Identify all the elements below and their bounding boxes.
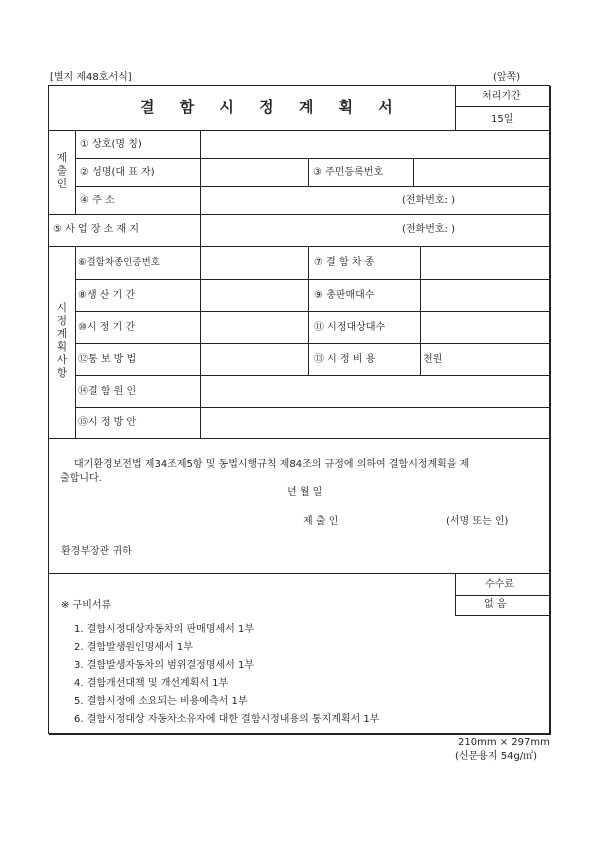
paper-size: 210mm × 297mm (458, 737, 550, 748)
document-item: 3. 결함발생자동차의 범위결정명세서 1부 (74, 660, 254, 671)
resident-number-label: ③ 주민등록번호 (313, 167, 384, 178)
form-title: 결 함 시 정 계 획 서 (140, 98, 403, 116)
paper-type: (신문용지 54g/㎡) (455, 751, 538, 762)
production-period-label: ⑧생 산 기 간 (78, 290, 136, 301)
submission-date: 년 월 일 (287, 487, 323, 498)
representative-field[interactable] (201, 159, 307, 186)
notice-method-label: ⑫통 보 방 법 (78, 354, 137, 365)
defective-vehicle-type-label: ⑦ 결 함 차 종 (314, 257, 375, 268)
manufacturer-group-label: 제 출 인 (56, 152, 68, 190)
repair-period-field[interactable] (201, 312, 307, 343)
document-item: 5. 결함시정에 소요되는 비용예측서 1부 (74, 696, 248, 707)
statement-line-1: 대기환경보전법 제34조제5항 및 동법시행규칙 제84조의 규정에 의하여 결함시정계획을 제 (74, 459, 470, 470)
certification-number-label: ⑥결함차종인증번호 (78, 257, 160, 268)
defect-cause-field[interactable] (201, 376, 548, 407)
address-field[interactable] (201, 187, 401, 214)
total-sales-field[interactable] (421, 280, 548, 311)
document-item: 4. 결함개선대책 및 개선계획서 1부 (74, 678, 229, 689)
repair-period-label: ⑩시 정 기 간 (78, 322, 136, 333)
processing-period-value: 15일 (491, 114, 514, 125)
repair-method-field[interactable] (201, 408, 548, 438)
representative-label: ② 성명(대 표 자) (80, 167, 155, 178)
submitter-label: 제 출 인 (303, 516, 339, 527)
company-name-field[interactable] (201, 131, 548, 158)
processing-period-label: 처리기간 (482, 91, 521, 102)
repair-plan-group-label: 시 정 계 획 사 항 (56, 302, 68, 379)
defective-vehicle-type-field[interactable] (421, 247, 548, 279)
company-name-label: ① 상호(명 칭) (80, 139, 142, 150)
resident-number-field[interactable] (414, 159, 548, 186)
document-item: 1. 결함시정대상자동차의 판매명세서 1부 (74, 624, 254, 635)
address-label: ④ 주 소 (80, 195, 115, 206)
repair-method-label: ⑮시 정 방 안 (78, 417, 137, 428)
notice-method-field[interactable] (201, 344, 307, 375)
address-phone-label: (전화번호: ) (402, 195, 455, 206)
defect-cause-label: ⑭결 함 원 인 (78, 386, 137, 397)
signature-field[interactable] (370, 512, 442, 530)
repair-cost-unit: 천원 (423, 354, 443, 365)
required-documents-title: ※ 구비서류 (61, 600, 112, 611)
addressee: 환경부장관 귀하 (61, 546, 132, 557)
production-period-field[interactable] (201, 280, 307, 311)
fee-value: 없 음 (484, 599, 507, 610)
document-item: 6. 결함시정대상 자동차소유자에 대한 결함시정내용의 통지계획서 1부 (74, 714, 380, 725)
target-vehicle-count-label: ⑪ 시정대상대수 (314, 322, 386, 333)
certification-number-field[interactable] (201, 247, 307, 279)
document-item: 2. 결함발생원인명세서 1부 (74, 642, 193, 653)
total-sales-label: ⑨ 총판매대수 (314, 290, 375, 301)
signature-label: (서명 또는 인) (446, 516, 509, 527)
page-side-label: (앞쪽) (493, 72, 521, 83)
target-vehicle-count-field[interactable] (421, 312, 548, 343)
workplace-phone-label: (전화번호: ) (402, 224, 455, 235)
repair-cost-label: ⑬ 시 정 비 용 (314, 354, 376, 365)
workplace-location-field[interactable] (201, 215, 401, 246)
fee-label: 수수료 (485, 579, 514, 590)
form-number: [별지 제48호서식] (50, 72, 132, 83)
workplace-location-label: ⑤ 사 업 장 소 재 지 (53, 224, 139, 235)
statement-line-2: 출합니다. (60, 473, 102, 484)
